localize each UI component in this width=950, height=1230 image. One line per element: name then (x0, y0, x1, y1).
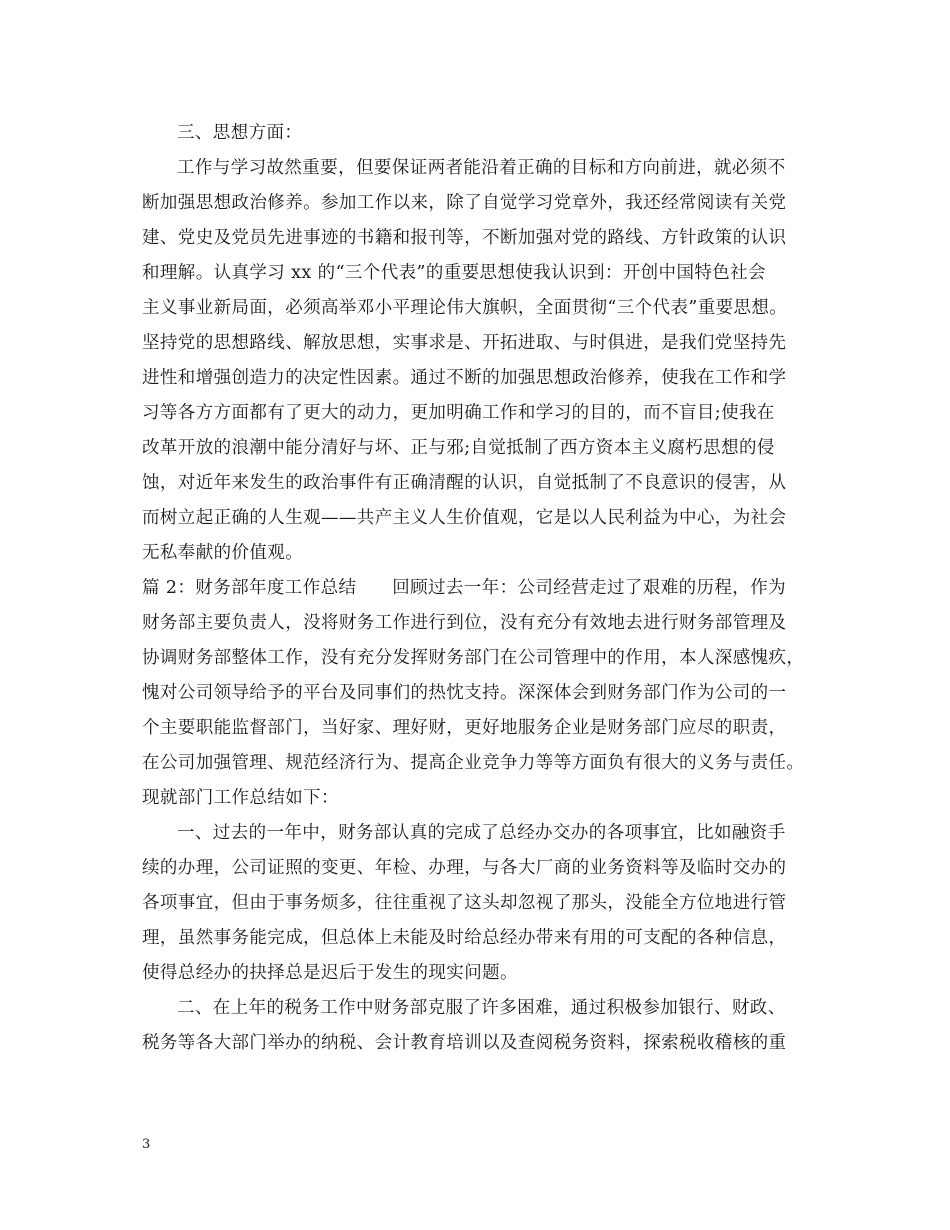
text-line: 习等各方方面都有了更大的动力，更加明确工作和学习的目的，而不盲目;使我在 (142, 403, 775, 423)
text-line: 协调财务部整体工作，没有充分发挥财务部门在公司管理中的作用，本人深感愧疚， (142, 648, 805, 668)
text-line: 蚀，对近年来发生的政治事件有正确清醒的认识，自觉抵制了不良意识的侵害，从 (142, 473, 787, 493)
text-line: 无私奉献的价值观。 (142, 543, 304, 563)
text-line: 理，虽然事务能完成，但总体上未能及时给总经办带来有用的可支配的各种信息， (142, 928, 787, 948)
text-line: 坚持党的思想路线、解放思想，实事求是、开拓进取、与时俱进，是我们党坚持先 (142, 333, 787, 353)
text-line: 断加强思想政治修养。参加工作以来，除了自觉学习党章外，我还经常阅读有关党 (142, 193, 787, 213)
text-line: 而树立起正确的人生观——共产主义人生价值观，它是以人民利益为中心，为社会 (142, 508, 787, 528)
text-line: 个主要职能监督部门，当好家、理好财，更好地服务企业是财务部门应尽的职责， (142, 718, 787, 738)
document-body (142, 116, 810, 1061)
text-line: 篇 2：财务部年度工作总结 回顾过去一年：公司经营走过了艰难的历程，作为 (142, 578, 786, 598)
text-line: 二、在上年的税务工作中财务部克服了许多困难，通过积极参加银行、财政、 (177, 998, 786, 1018)
page-number: 3 (142, 1137, 151, 1152)
text-line: 使得总经办的抉择总是迟后于发生的现实问题。 (142, 963, 518, 983)
text-line: 一、过去的一年中，财务部认真的完成了总经办交办的各项事宜，比如融资手 (177, 823, 786, 843)
text-line: 和理解。认真学习 xx 的“三个代表”的重要思想使我认识到：开创中国特色社会 (142, 263, 766, 283)
text-line: 改革开放的浪潮中能分清好与坏、正与邪;自觉抵制了西方资本主义腐朽思想的侵 (142, 438, 775, 458)
text-line: 主义事业新局面，必须高举邓小平理论伟大旗帜，全面贯彻“三个代表”重要思想。 (142, 298, 788, 318)
text-line: 进性和增强创造力的决定性因素。通过不断的加强思想政治修养，使我在工作和学 (142, 368, 787, 388)
text-line: 现就部门工作总结如下： (142, 788, 339, 808)
text-line: 在公司加强管理、规范经济行为、提高企业竞争力等等方面负有很大的义务与责任。 (142, 753, 805, 773)
text-line: 各项事宜，但由于事务烦多，往往重视了这头却忽视了那头，没能全方位地进行管 (142, 893, 787, 913)
text-line: 续的办理，公司证照的变更、年检、办理，与各大厂商的业务资料等及临时交办的 (142, 858, 787, 878)
text-line: 愧对公司领导给予的平台及同事们的热忱支持。深深体会到财务部门作为公司的一 (142, 683, 787, 703)
text-line: 工作与学习故然重要，但要保证两者能沿着正确的目标和方向前进，就必须不 (177, 158, 786, 178)
text-line: 三、思想方面： (177, 123, 303, 143)
text-line: 建、党史及党员先进事迹的书籍和报刊等，不断加强对党的路线、方针政策的认识 (142, 228, 787, 248)
text-line: 税务等各大部门举办的纳税、会计教育培训以及查阅税务资料，探索税收稽核的重 (142, 1033, 787, 1053)
text-line: 财务部主要负责人，没将财务工作进行到位，没有充分有效地去进行财务部管理及 (142, 613, 787, 633)
